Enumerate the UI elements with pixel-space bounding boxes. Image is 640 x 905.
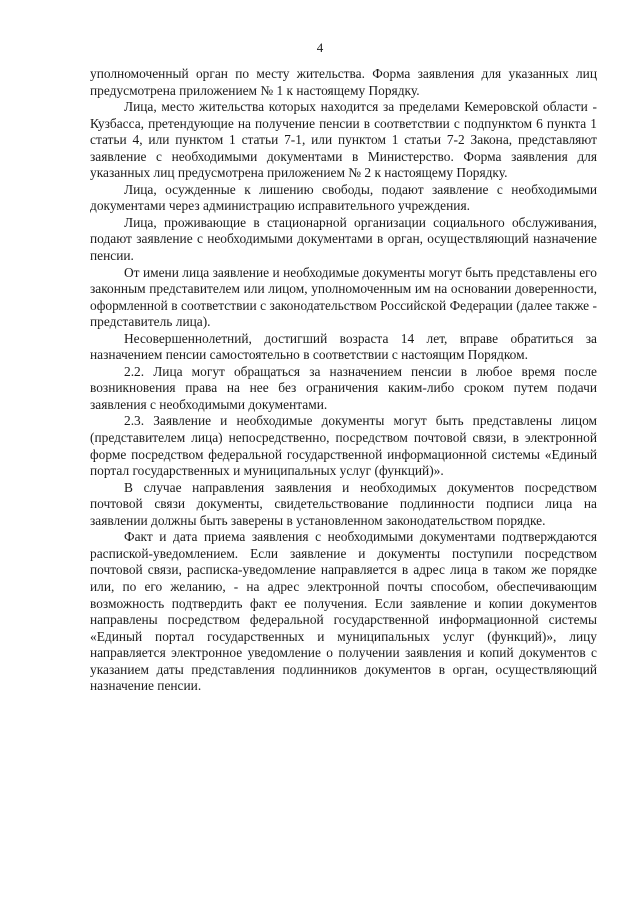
paragraph-residence-body: уполномоченный орган по месту жительства. Форма заявления для указанных лиц предусмотрена приложением № 1 к настоящему Порядку. xyxy=(90,66,597,98)
paragraph-postal: В случае направления заявления и необходимых документов посредством почтовой связи документы, свидетельствование подлинности подписи лица на заявлении должны быть заверены в установленном законодательством порядке. xyxy=(90,479,597,528)
paragraph-outside-region: Лица, место жительства которых находится за пределами Кемеровской области - Кузбасса, претендующие на получение пенсии в соответствии с подпунктом 6 пункта 1 статьи 4, или пунктом 1 статьи 7-1, или пунктом 1 статьи 7-2 Закона, представляют заявление с необходимыми документами в Министерство. Форма заявления для указанных лиц предусмотрена приложением № 2 к настоящему Порядку. xyxy=(90,99,597,181)
paragraph-minor: Несовершеннолетний, достигший возраста 14 лет, вправе обратиться за назначением пенсии самостоятельно в соответствии с настоящим Порядком. xyxy=(90,330,597,363)
paragraph-receipt-notice: Факт и дата приема заявления с необходимыми документами подтверждаются распиской-уведомлением. Если заявление и документы поступили посредством почтовой связи, расписка-уведомление направляется в адрес лица в таком же порядке или, по его желанию, - на адрес электронной почты способом, обеспечивающим возможность подтвердить факт ее получения. Если заявление и копии документов направлены посредством федеральной государственной информационной системы «Единый портал государственных и муниципальных услуг (функций)», лицу направляется электронное уведомление о получении заявления и копий документов с указанием даты представления подлинников документов в орган, осуществляющий назначение пенсии. xyxy=(90,529,597,694)
paragraph-representative: От имени лица заявление и необходимые документы могут быть представлены его законным представителем или лицом, уполномоченным им на основании доверенности, оформленной в соответствии с законодательством Российской Федерации (далее также - представитель лица). xyxy=(90,264,597,330)
paragraph-convicted-persons: Лица, осужденные к лишению свободы, подают заявление с необходимыми документами через администрацию исправительного учреждения. xyxy=(90,181,597,214)
page-number: 4 xyxy=(316,40,324,55)
paragraph-2-2: 2.2. Лица могут обращаться за назначением пенсии в любое время после возникновения права на нее без ограничения каким-либо сроком путем подачи заявления с необходимыми документами. xyxy=(90,363,597,412)
paragraph-social-institution: Лица, проживающие в стационарной организации социального обслуживания, подают заявление с необходимыми документами в орган, осуществляющий назначение пенсии. xyxy=(90,214,597,264)
paragraph-2-3: 2.3. Заявление и необходимые документы могут быть представлены лицом (представителем лица) непосредственно, посредством почтовой связи, в электронной форме посредством федеральной государственной информационной системы «Единый портал государственных и муниципальных услуг (функций)». xyxy=(90,413,597,479)
document-body xyxy=(90,66,597,695)
